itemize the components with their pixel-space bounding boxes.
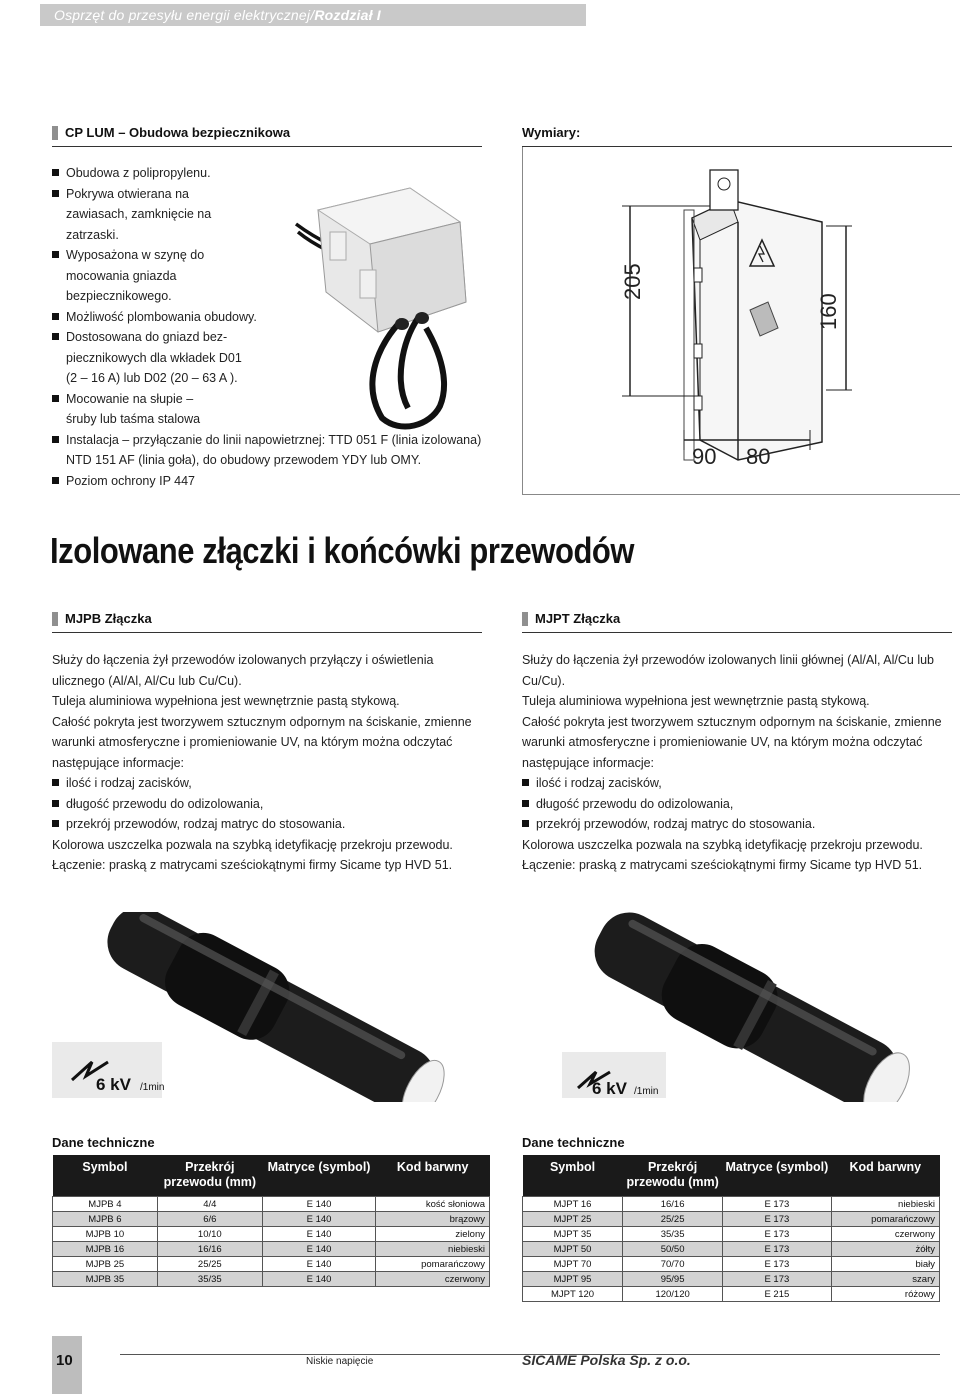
table-cell: E 173 bbox=[723, 1272, 831, 1287]
table-cell: E 140 bbox=[262, 1227, 376, 1242]
cp-heading-rule bbox=[52, 146, 482, 147]
dimension-drawing bbox=[600, 160, 860, 480]
mjpt-text: Tuleja aluminiowa wypełniona jest wewnętrznie pastą stykową. bbox=[522, 694, 870, 708]
dimension-205: 205 bbox=[620, 263, 645, 300]
mjpt-photo bbox=[522, 912, 958, 1102]
table-cell: 6/6 bbox=[157, 1212, 262, 1227]
table-cell: 50/50 bbox=[623, 1242, 723, 1257]
dimensions-title: Wymiary: bbox=[522, 125, 581, 140]
heading-marker bbox=[522, 612, 528, 626]
table-cell: 95/95 bbox=[623, 1272, 723, 1287]
table-cell: 25/25 bbox=[157, 1257, 262, 1272]
table-cell: pomarańczowy bbox=[831, 1212, 939, 1227]
table-cell: MJPT 50 bbox=[523, 1242, 623, 1257]
table-cell: MJPT 95 bbox=[523, 1272, 623, 1287]
page-number: 10 bbox=[56, 1352, 73, 1369]
mjpb-info-item: długość przewodu do odizolowania, bbox=[52, 794, 480, 815]
mjpt-info-item: długość przewodu do odizolowania, bbox=[522, 794, 958, 815]
heading-marker bbox=[52, 612, 58, 626]
table-cell: MJPT 120 bbox=[523, 1287, 623, 1302]
table-row bbox=[523, 1242, 940, 1257]
col-symbol: Symbol bbox=[53, 1155, 158, 1197]
table-cell: zielony bbox=[376, 1227, 490, 1242]
mjpt-text: Łączenie: praską z matrycami sześciokątnymi firmy Sicame typ HVD 51. bbox=[522, 858, 923, 872]
table-row bbox=[53, 1197, 490, 1212]
table-row bbox=[523, 1212, 940, 1227]
table-cell: MJPB 10 bbox=[53, 1227, 158, 1242]
mjpb-voltage-unit: /1min bbox=[140, 1082, 165, 1093]
cp-feature: Obudowa z polipropylenu. bbox=[52, 163, 492, 184]
table-cell: czerwony bbox=[831, 1227, 939, 1242]
table-cell: MJPT 35 bbox=[523, 1227, 623, 1242]
mjpb-info-item: ilość i rodzaj zacisków, bbox=[52, 773, 480, 794]
cp-section-heading bbox=[52, 125, 290, 140]
mjpt-title: MJPT Złączka bbox=[535, 611, 621, 626]
mjpt-data-table bbox=[522, 1155, 940, 1302]
cp-feature: Instalacja – przyłączanie do linii napowietrznej: TTD 051 F (linia izolowana) NTD 151 AF (linia goła), do obudowy przewodem YDY lub OMY. bbox=[52, 430, 482, 471]
cp-feature: Poziom ochrony IP 447 bbox=[52, 471, 492, 492]
mjpt-section-heading bbox=[522, 611, 620, 626]
table-cell: żółty bbox=[831, 1242, 939, 1257]
col-symbol: Symbol bbox=[523, 1155, 623, 1197]
table-row bbox=[523, 1197, 940, 1212]
cp-title: CP LUM – Obudowa bezpiecznikowa bbox=[65, 125, 291, 140]
table-cell: E 140 bbox=[262, 1212, 376, 1227]
heading-marker bbox=[52, 126, 58, 140]
cp-feature: Mocowanie na słupie – śruby lub taśma stalowa bbox=[52, 389, 222, 430]
mjpb-text: Kolorowa uszczelka pozwala na szybką idetyfikację przekroju przewodu. bbox=[52, 837, 453, 852]
table-row bbox=[53, 1242, 490, 1257]
table-row bbox=[53, 1227, 490, 1242]
table-cell: MJPB 25 bbox=[53, 1257, 158, 1272]
table-cell: szary bbox=[831, 1272, 939, 1287]
page-number-box bbox=[52, 1336, 82, 1394]
mjpb-info-item: przekrój przewodów, rodzaj matryc do stosowania. bbox=[52, 814, 480, 835]
mjpt-description bbox=[522, 650, 958, 876]
fuse-box-photo bbox=[290, 182, 480, 432]
footer-section: Niskie napięcie bbox=[306, 1356, 374, 1367]
dimension-160: 160 bbox=[816, 293, 841, 330]
header-prefix: Osprzęt do przesyłu energii elektrycznej/ bbox=[54, 7, 315, 23]
table-cell: MJPT 16 bbox=[523, 1197, 623, 1212]
table-cell: E 173 bbox=[723, 1242, 831, 1257]
mjpt-text: Kolorowa uszczelka pozwala na szybką idetyfikację przekroju przewodu. bbox=[522, 837, 923, 852]
col-cross-section: Przekrój przewodu (mm) bbox=[157, 1155, 262, 1197]
table-cell: 35/35 bbox=[157, 1272, 262, 1287]
table-cell: różowy bbox=[831, 1287, 939, 1302]
mjpt-text: Służy do łączenia żył przewodów izolowanych linii głównej (Al/Al, Al/Cu lub Cu/Cu). bbox=[522, 653, 934, 688]
table-row bbox=[523, 1227, 940, 1242]
cp-feature: Możliwość plombowania obudowy. bbox=[52, 307, 492, 328]
mjpt-info-item: przekrój przewodów, rodzaj matryc do stosowania. bbox=[522, 814, 958, 835]
table-cell: 25/25 bbox=[623, 1212, 723, 1227]
mjpb-description bbox=[52, 650, 480, 876]
table-cell: biały bbox=[831, 1257, 939, 1272]
table-cell: MJPB 35 bbox=[53, 1272, 158, 1287]
table-row bbox=[523, 1257, 940, 1272]
table-row bbox=[53, 1257, 490, 1272]
table-cell: 35/35 bbox=[623, 1227, 723, 1242]
table-cell: czerwony bbox=[376, 1272, 490, 1287]
table-cell: E 140 bbox=[262, 1257, 376, 1272]
table-cell: 10/10 bbox=[157, 1227, 262, 1242]
table-cell: MJPB 6 bbox=[53, 1212, 158, 1227]
table-cell: E 140 bbox=[262, 1197, 376, 1212]
table-cell: 120/120 bbox=[623, 1287, 723, 1302]
table-cell: brązowy bbox=[376, 1212, 490, 1227]
table-cell: kość słoniowa bbox=[376, 1197, 490, 1212]
mjpt-voltage-label: 6 kV bbox=[592, 1079, 627, 1098]
mjpb-table-title: Dane techniczne bbox=[52, 1135, 155, 1150]
table-row bbox=[53, 1272, 490, 1287]
table-cell: MJPB 4 bbox=[53, 1197, 158, 1212]
mjpt-voltage-unit: /1min bbox=[634, 1086, 659, 1097]
table-row bbox=[53, 1212, 490, 1227]
table-cell: MJPT 25 bbox=[523, 1212, 623, 1227]
running-header bbox=[40, 4, 586, 26]
table-row bbox=[523, 1287, 940, 1302]
table-cell: E 173 bbox=[723, 1212, 831, 1227]
col-color-code: Kod barwny bbox=[831, 1155, 939, 1197]
mjpt-text: Całość pokryta jest tworzywem sztucznym odpornym na ściskanie, zmienne warunki atmosferyczne i promieniowanie UV, na którym można odczytać następujące informacje: bbox=[522, 714, 942, 770]
mjpb-text: Całość pokryta jest tworzywem sztucznym odpornym na ściskanie, zmienne warunki atmosferyczne i promieniowanie UV, na którym można odczytać następujące informacje: bbox=[52, 714, 472, 770]
mjpb-photo bbox=[52, 912, 480, 1102]
mjpb-text: Tuleja aluminiowa wypełniona jest wewnętrznie pastą stykową. bbox=[52, 694, 400, 708]
cp-feature: Wyposażona w szynę do mocowania gniazda bezpiecznikowego. bbox=[52, 245, 252, 307]
col-die: Matryce (symbol) bbox=[262, 1155, 376, 1197]
mjpb-heading-rule bbox=[52, 632, 482, 633]
col-die: Matryce (symbol) bbox=[723, 1155, 831, 1197]
table-cell: E 215 bbox=[723, 1287, 831, 1302]
table-cell: niebieski bbox=[831, 1197, 939, 1212]
header-chapter: Rozdział I bbox=[314, 7, 381, 23]
table-row bbox=[523, 1272, 940, 1287]
mjpb-text: Służy do łączenia żył przewodów izolowanych przyłączy i oświetlenia ulicznego (Al/Al, Al/Cu lub Cu/Cu). bbox=[52, 653, 434, 688]
mjpb-title: MJPB Złączka bbox=[65, 611, 152, 626]
dimension-90: 90 bbox=[692, 444, 717, 469]
table-cell: E 140 bbox=[262, 1272, 376, 1287]
table-cell: E 173 bbox=[723, 1227, 831, 1242]
page-title: Izolowane złączki i końcówki przewodów bbox=[50, 530, 635, 571]
cp-feature: Dostosowana do gniazd bez- piecznikowych dla wkładek D01 (2 – 16 A) lub D02 (20 – 63 A ). bbox=[52, 327, 242, 389]
table-cell: 4/4 bbox=[157, 1197, 262, 1212]
table-cell: 16/16 bbox=[623, 1197, 723, 1212]
table-cell: 70/70 bbox=[623, 1257, 723, 1272]
mjpt-table-title: Dane techniczne bbox=[522, 1135, 625, 1150]
table-cell: niebieski bbox=[376, 1242, 490, 1257]
mjpt-info-item: ilość i rodzaj zacisków, bbox=[522, 773, 958, 794]
table-cell: E 140 bbox=[262, 1242, 376, 1257]
table-cell: 16/16 bbox=[157, 1242, 262, 1257]
table-cell: E 173 bbox=[723, 1257, 831, 1272]
mjpb-data-table bbox=[52, 1155, 490, 1287]
mjpb-section-heading bbox=[52, 611, 152, 626]
mjpt-heading-rule bbox=[522, 632, 952, 633]
table-cell: MJPT 70 bbox=[523, 1257, 623, 1272]
footer-company: SICAME Polska Sp. z o.o. bbox=[522, 1352, 691, 1368]
mjpb-voltage-label: 6 kV bbox=[96, 1075, 131, 1094]
table-cell: E 173 bbox=[723, 1197, 831, 1212]
mjpb-text: Łączenie: praską z matrycami sześciokątnymi firmy Sicame typ HVD 51. bbox=[52, 858, 453, 872]
dimension-80: 80 bbox=[746, 444, 771, 469]
table-cell: MJPB 16 bbox=[53, 1242, 158, 1257]
col-color-code: Kod barwny bbox=[376, 1155, 490, 1197]
table-cell: pomarańczowy bbox=[376, 1257, 490, 1272]
cp-feature: Pokrywa otwierana na zawiasach, zamknięcie na zatrzaski. bbox=[52, 184, 252, 246]
col-cross-section: Przekrój przewodu (mm) bbox=[623, 1155, 723, 1197]
